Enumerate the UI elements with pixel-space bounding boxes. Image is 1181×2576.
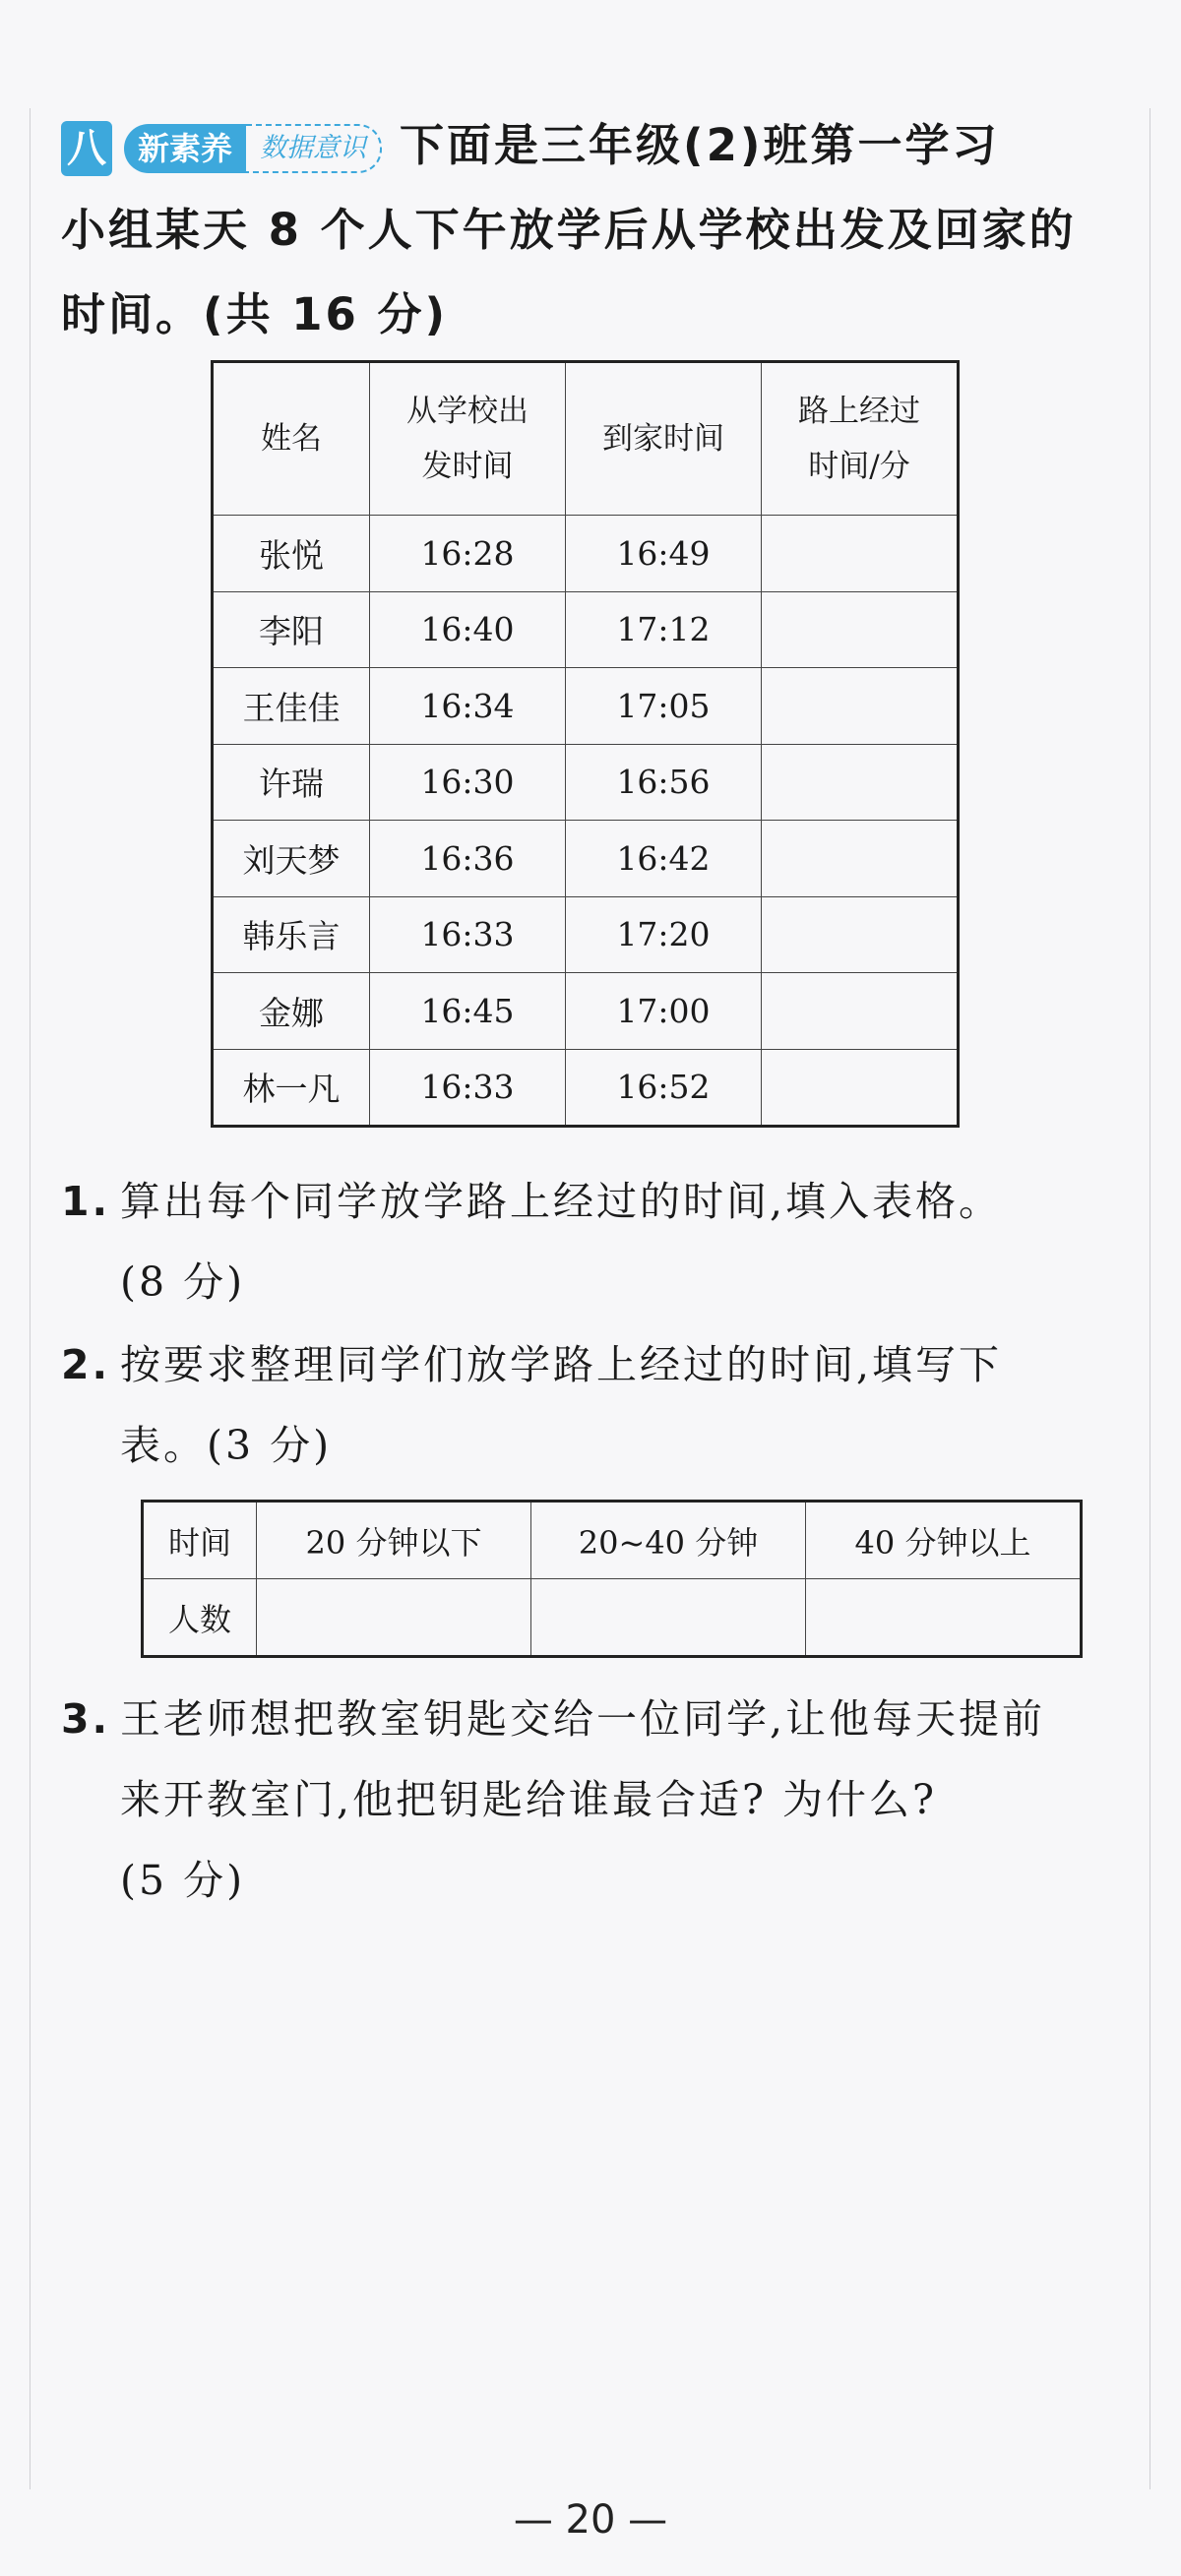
count-answer-cell[interactable]	[531, 1579, 806, 1657]
departure-arrival-table	[211, 360, 960, 1128]
duration-answer-cell[interactable]	[762, 591, 959, 668]
question-2	[61, 1324, 1002, 1486]
table-row	[213, 668, 959, 745]
question-1-line1	[61, 1161, 1002, 1242]
student-name: 金娜	[213, 973, 370, 1050]
question-2-line2: 表。(3 分)	[120, 1422, 333, 1469]
question-1-number: 1.	[61, 1178, 111, 1225]
student-name: 许瑞	[213, 744, 370, 821]
table-row	[213, 973, 959, 1050]
duration-answer-cell[interactable]	[762, 516, 959, 592]
table-row	[213, 591, 959, 668]
table-header-row	[213, 362, 959, 516]
table-row	[213, 1049, 959, 1127]
student-name: 王佳佳	[213, 668, 370, 745]
header-duration-line1: 路上经过	[798, 394, 920, 429]
duration-answer-cell[interactable]	[762, 668, 959, 745]
question-3-points: (5 分)	[120, 1857, 246, 1904]
data-awareness-tag: 数据意识	[246, 124, 382, 173]
depart-time: 16:45	[370, 973, 566, 1050]
arrive-time: 16:56	[566, 744, 762, 821]
student-name: 李阳	[213, 591, 370, 668]
student-name: 刘天梦	[213, 821, 370, 897]
summary-count-label: 人数	[143, 1579, 257, 1657]
question-3-number: 3.	[61, 1695, 111, 1743]
heading-line-1	[61, 103, 1114, 188]
arrive-time: 17:12	[566, 591, 762, 668]
page-number: — 20 —	[513, 2497, 668, 2543]
arrive-time: 17:20	[566, 896, 762, 973]
header-duration-line2: 时间/分	[808, 449, 910, 484]
depart-time: 16:33	[370, 1049, 566, 1127]
duration-answer-cell[interactable]	[762, 744, 959, 821]
student-name: 林一凡	[213, 1049, 370, 1127]
heading-line-2: 小组某天 8 个人下午放学后从学校出发及回家的	[61, 204, 1077, 256]
summary-under-20: 20 分钟以下	[257, 1502, 531, 1579]
duration-answer-cell[interactable]	[762, 973, 959, 1050]
header-depart-line2: 发时间	[421, 449, 514, 484]
duration-answer-cell[interactable]	[762, 821, 959, 897]
question-2-number: 2.	[61, 1341, 111, 1388]
header-name: 姓名	[213, 362, 370, 516]
header-duration	[762, 362, 959, 516]
depart-time: 16:40	[370, 591, 566, 668]
count-answer-cell[interactable]	[806, 1579, 1082, 1657]
question-3-text: 王老师想把教室钥匙交给一位同学,让他每天提前	[120, 1695, 1046, 1743]
question-3-line1	[61, 1679, 1045, 1759]
summary-time-label: 时间	[143, 1502, 257, 1579]
depart-time: 16:34	[370, 668, 566, 745]
arrive-time: 16:49	[566, 516, 762, 592]
student-name: 张悦	[213, 516, 370, 592]
table-row	[213, 896, 959, 973]
summary-over-40: 40 分钟以上	[806, 1502, 1082, 1579]
question-1-points: (8 分)	[120, 1258, 246, 1306]
header-arrive: 到家时间	[566, 362, 762, 516]
question-2-text: 按要求整理同学们放学路上经过的时间,填写下	[120, 1341, 1003, 1388]
table-row	[213, 744, 959, 821]
summary-count-row	[143, 1579, 1082, 1657]
student-name: 韩乐言	[213, 896, 370, 973]
new-literacy-tag: 新素养	[124, 124, 246, 173]
question-2-line1	[61, 1324, 1002, 1405]
question-3-line2: 来开教室门,他把钥匙给谁最合适? 为什么?	[120, 1776, 938, 1823]
table-row	[213, 821, 959, 897]
depart-time: 16:36	[370, 821, 566, 897]
question-1-text: 算出每个同学放学路上经过的时间,填入表格。	[120, 1178, 1003, 1225]
arrive-time: 17:05	[566, 668, 762, 745]
problem-number-badge: 八	[61, 121, 112, 176]
arrive-time: 16:42	[566, 821, 762, 897]
left-margin-line	[30, 108, 31, 2489]
depart-time: 16:33	[370, 896, 566, 973]
duration-answer-cell[interactable]	[762, 1049, 959, 1127]
summary-20-to-40: 20~40 分钟	[531, 1502, 806, 1579]
duration-summary-table	[141, 1500, 1083, 1658]
depart-time: 16:28	[370, 516, 566, 592]
header-depart	[370, 362, 566, 516]
depart-time: 16:30	[370, 744, 566, 821]
question-1	[61, 1161, 1002, 1322]
duration-answer-cell[interactable]	[762, 896, 959, 973]
arrive-time: 17:00	[566, 973, 762, 1050]
arrive-time: 16:52	[566, 1049, 762, 1127]
count-answer-cell[interactable]	[257, 1579, 531, 1657]
heading-text-1: 下面是三年级(2)班第一学习	[400, 119, 1000, 171]
heading-line-3: 时间。(共 16 分)	[61, 288, 449, 340]
question-3	[61, 1679, 1045, 1921]
table-row	[213, 516, 959, 592]
summary-time-row	[143, 1502, 1082, 1579]
header-depart-line1: 从学校出	[406, 394, 528, 429]
problem-heading	[61, 103, 1114, 357]
